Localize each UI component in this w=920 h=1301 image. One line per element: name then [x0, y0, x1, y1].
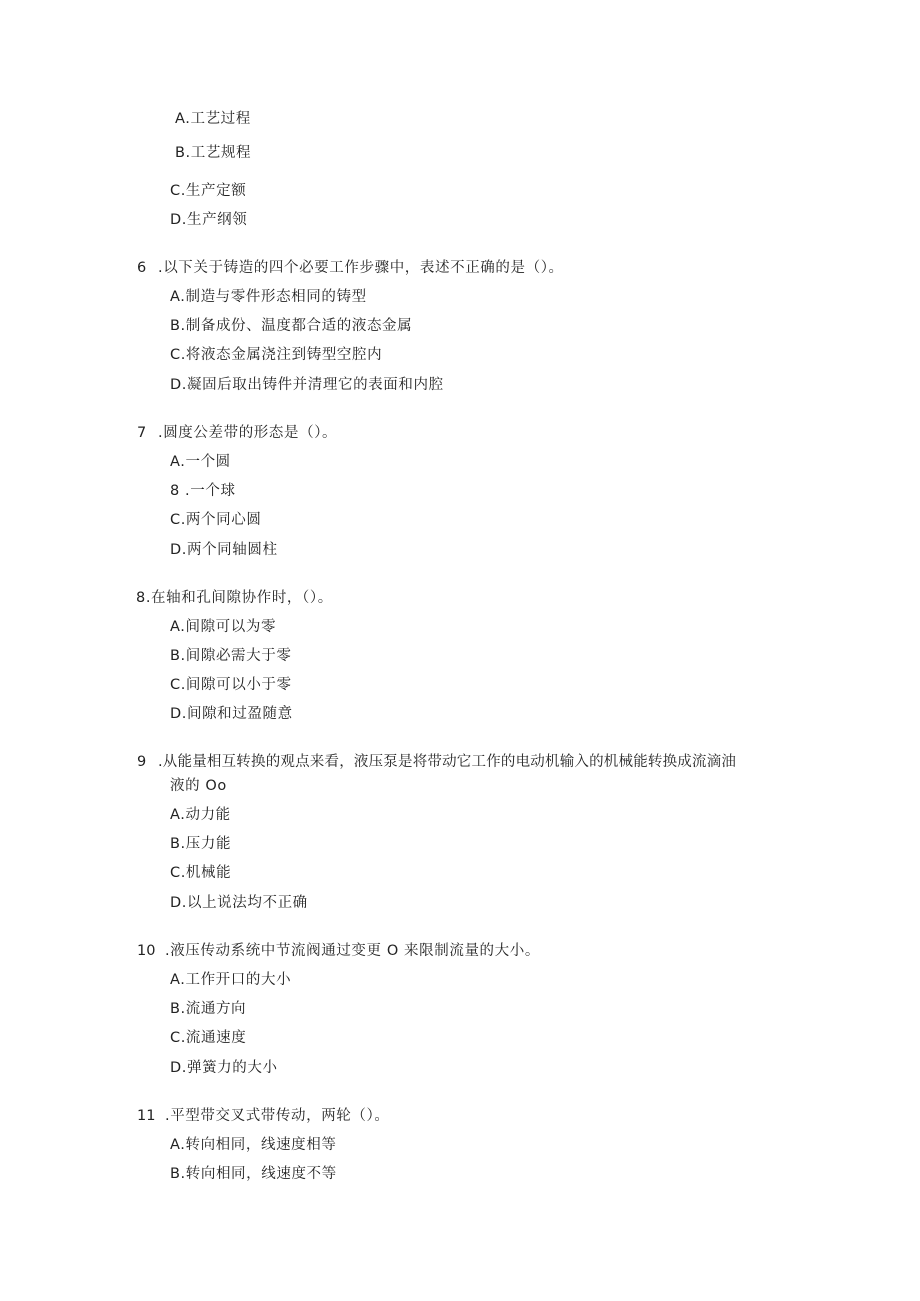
- q10-number: 10: [137, 943, 156, 959]
- q11-option-a: A.转向相同，线速度相等: [170, 1137, 337, 1153]
- q9-option-a: A.动力能: [170, 807, 231, 823]
- q11-stem: .平型带交叉式带传动，两轮（）。: [165, 1108, 390, 1124]
- q6-number: 6: [137, 260, 147, 276]
- q5-option-a: A.工艺过程: [175, 111, 251, 127]
- q7-option-d: D.两个同轴圆柱: [170, 542, 278, 558]
- q7-stem: .圆度公差带的形态是（）。: [158, 425, 338, 441]
- q7-option-b: 8 .一个球: [170, 483, 236, 499]
- q10-option-c: C.流通速度: [170, 1030, 247, 1046]
- q8-stem: 8.在轴和孔间隙协作时，（）。: [136, 590, 333, 606]
- q8-option-d: D.间隙和过盈随意: [170, 706, 293, 722]
- q10-stem: .液压传动系统中节流阀通过变更 O 来限制流量的大小。: [165, 943, 540, 959]
- q6-option-b: B.制备成份、温度都合适的液态金属: [170, 318, 413, 334]
- q6-option-a: A.制造与零件形态相同的铸型: [170, 289, 367, 305]
- q9-option-d: D.以上说法均不正确: [170, 895, 308, 911]
- q11-option-b: B.转向相同，线速度不等: [170, 1166, 337, 1182]
- q9-option-c: C.机械能: [170, 865, 232, 881]
- q5-option-c: C.生产定额: [170, 183, 247, 199]
- q7-option-a: A.一个圆: [170, 454, 231, 470]
- q5-option-d: D.生产纲领: [170, 212, 248, 228]
- q5-option-b: B.工艺规程: [175, 145, 252, 161]
- q8-option-a: A.间隙可以为零: [170, 619, 277, 635]
- q7-number: 7: [137, 425, 147, 441]
- q9-number: 9: [137, 754, 147, 770]
- q10-option-a: A.工作开口的大小: [170, 972, 292, 988]
- q7-option-c: C.两个同心圆: [170, 512, 262, 528]
- q9-stem: .从能量相互转换的观点来看，液压泵是将带动它工作的电动机输入的机械能转换成流滴油: [158, 754, 737, 770]
- q6-option-d: D.凝固后取出铸件并清理它的表面和内腔: [170, 377, 444, 393]
- q9-stem-continued: 液的 Oo: [170, 778, 227, 794]
- q8-option-b: B.间隙必需大于零: [170, 648, 292, 664]
- q11-number: 11: [137, 1108, 156, 1124]
- q6-option-c: C.将液态金属浇注到铸型空腔内: [170, 347, 383, 363]
- q10-option-d: D.弹簧力的大小: [170, 1060, 278, 1076]
- q9-option-b: B.压力能: [170, 836, 232, 852]
- q8-option-c: C.间隙可以小于零: [170, 677, 292, 693]
- q6-stem: .以下关于铸造的四个必要工作步骤中，表述不正确的是（）。: [158, 260, 564, 276]
- q10-option-b: B.流通方向: [170, 1001, 247, 1017]
